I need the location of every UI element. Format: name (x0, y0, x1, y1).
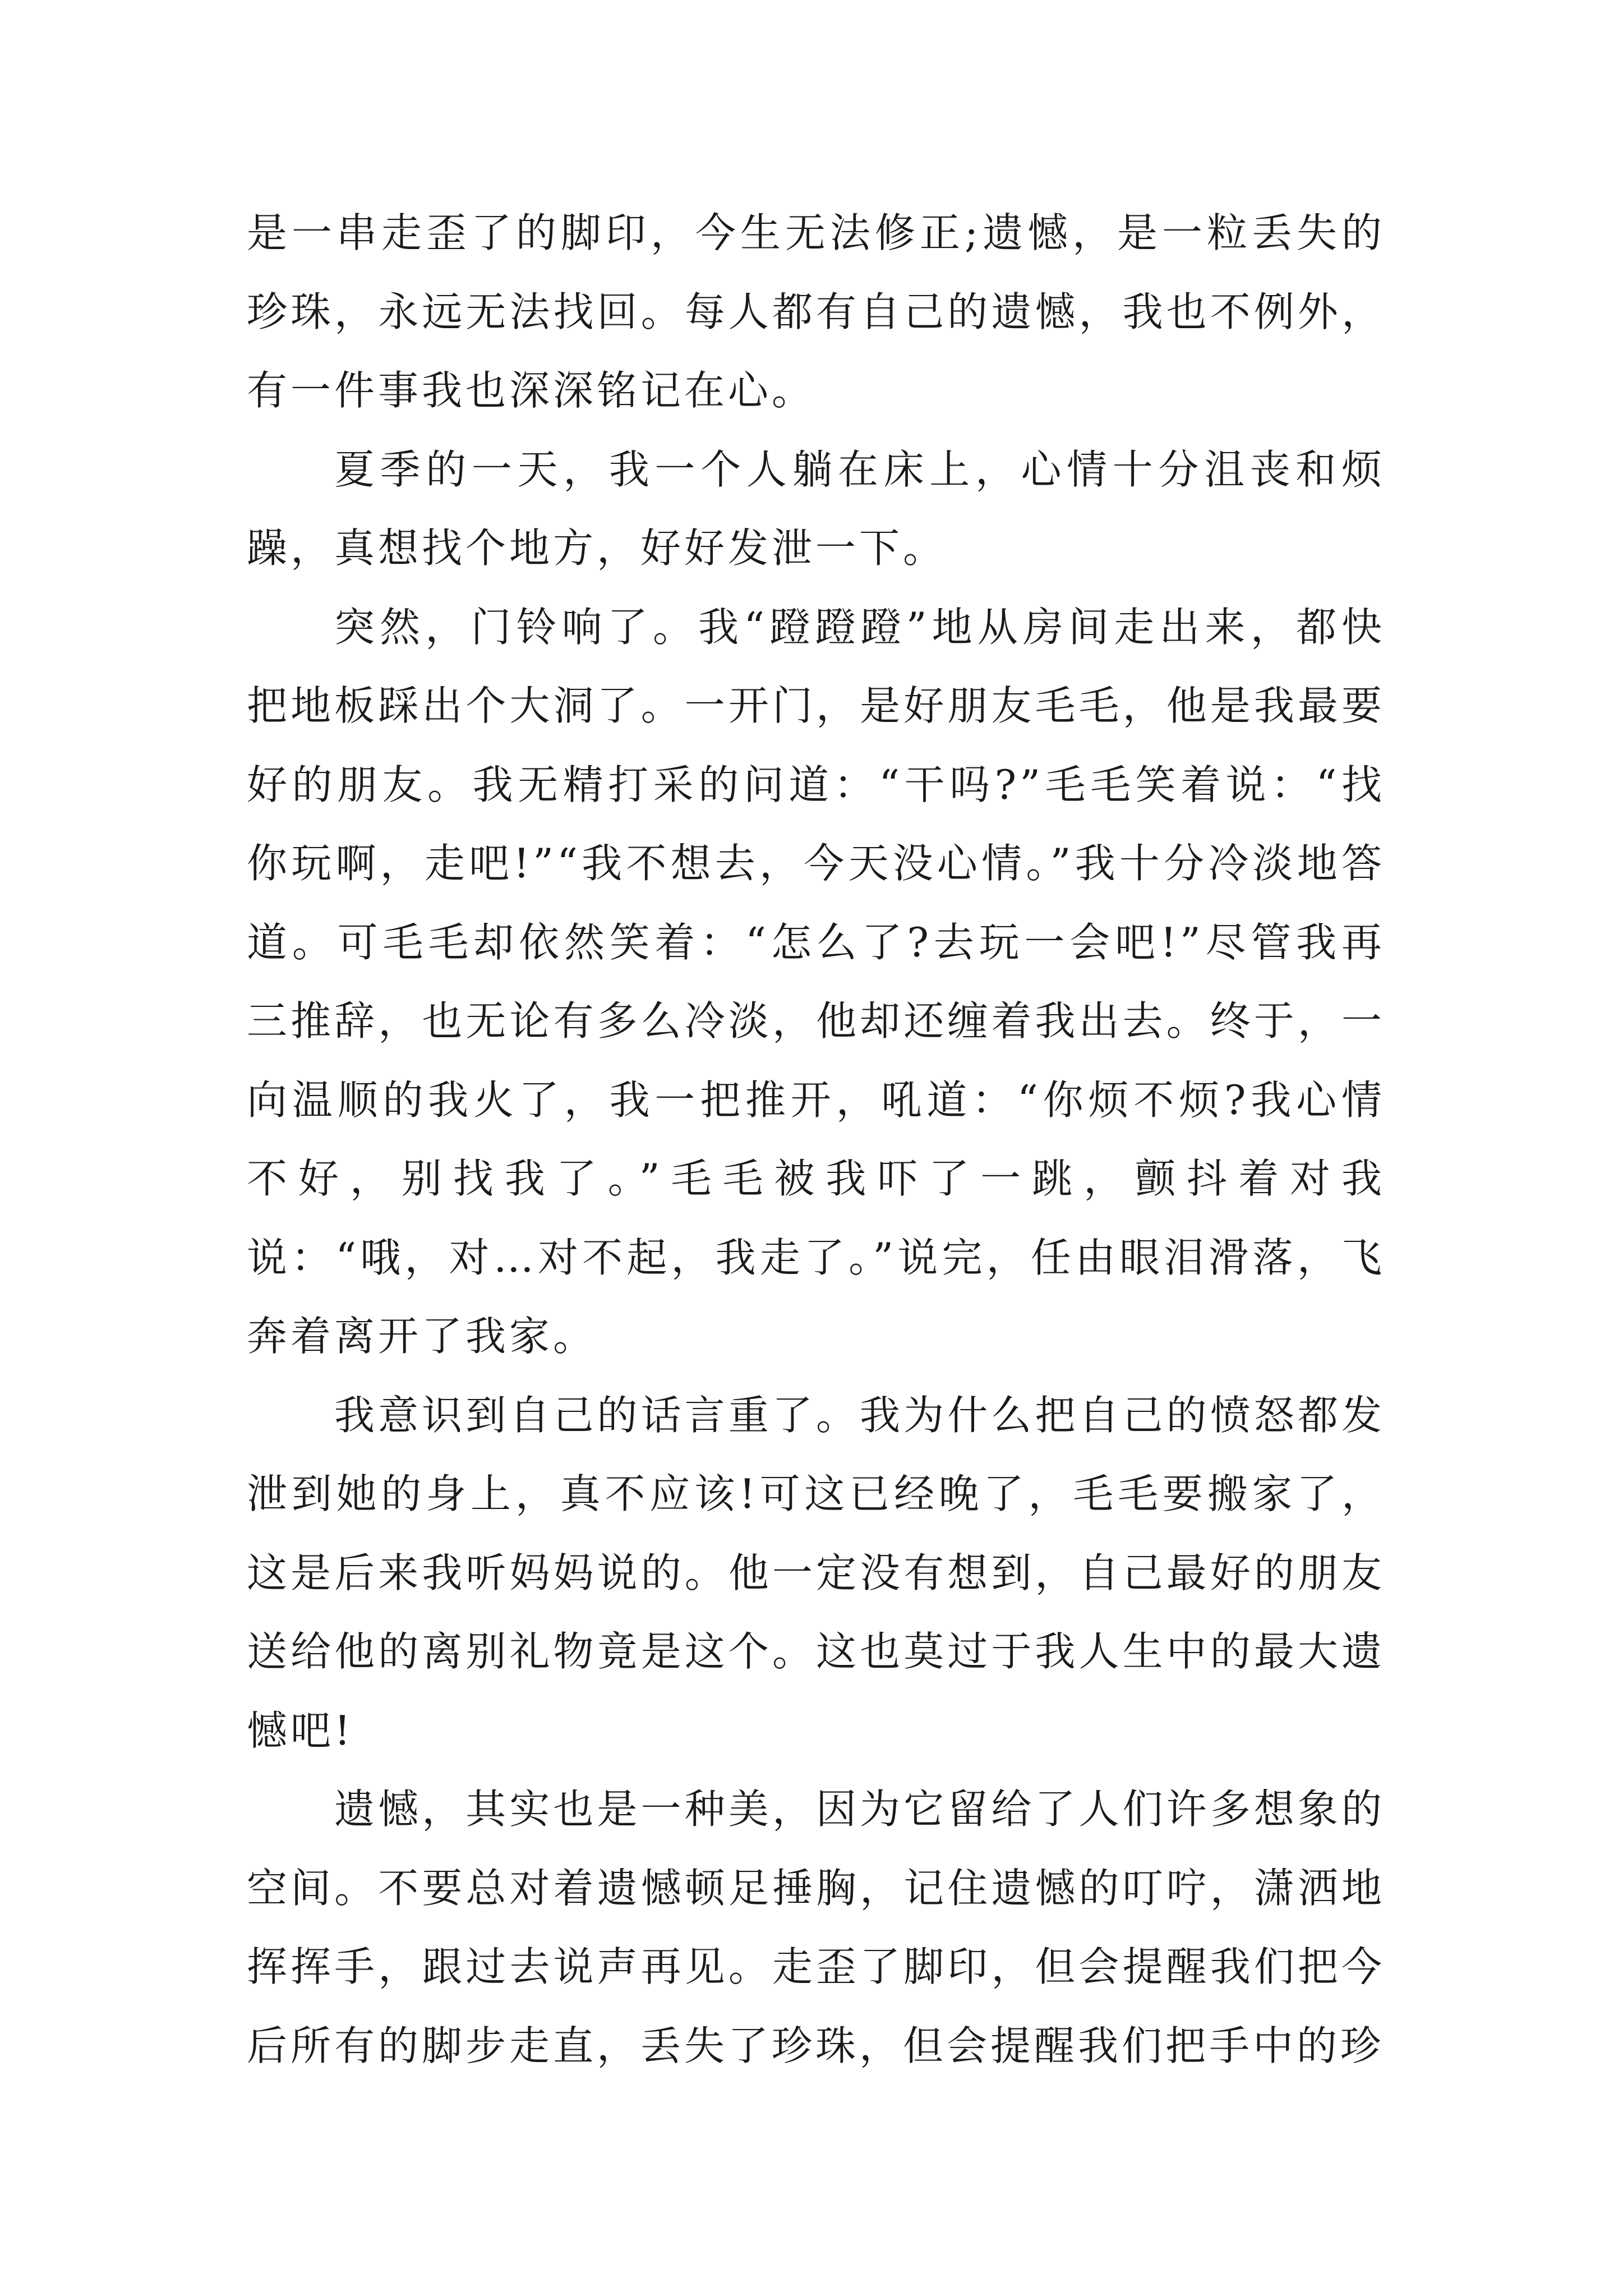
paragraph-3: 突然，门铃响了。我“蹬蹬蹬”地从房间走出来，都快把地板踩出个大洞了。一开门，是好朋友毛毛，他是我最要好的朋友。我无精打采的问道：“干吗?”毛毛笑着说：“找你玩啊，走吧!”“我不想去，今天没心情。”我十分冷淡地答道。可毛毛却依然笑着：“怎么了?去玩一会吧!”尽管我再三推辞，也无论有多么冷淡，他却还缠着我出去。终于，一向温顺的我火了，我一把推开，吼道：“你烦不烦?我心情不好，别找我了。”毛毛被我吓了一跳，颤抖着对我说：“哦，对…对不起，我走了。”说完，任由眼泪滑落，飞奔着离开了我家。 (247, 603, 1385, 1360)
paragraph-1: 是一串走歪了的脚印，今生无法修正;遗憾，是一粒丢失的珍珠，永远无法找回。每人都有自己的遗憾，我也不例外，有一件事我也深深铭记在心。 (247, 209, 1385, 414)
paragraph-2: 夏季的一天，我一个人躺在床上，心情十分沮丧和烦躁，真想找个地方，好好发泄一下。 (247, 445, 1385, 572)
document-body (247, 194, 1385, 2085)
paragraph-5: 遗憾，其实也是一种美，因为它留给了人们许多想象的空间。不要总对着遗憾顿足捶胸，记住遗憾的叮咛，潇洒地挥挥手，跟过去说声再见。走歪了脚印，但会提醒我们把今后所有的脚步走直，丢失了珍珠，但会提醒我们把手中的珍 (247, 1786, 1385, 2069)
paragraph-4: 我意识到自己的话言重了。我为什么把自己的愤怒都发泄到她的身上，真不应该!可这已经晚了，毛毛要搬家了，这是后来我听妈妈说的。他一定没有想到，自己最好的朋友送给他的离别礼物竟是这个。这也莫过于我人生中的最大遗憾吧! (247, 1391, 1385, 1754)
